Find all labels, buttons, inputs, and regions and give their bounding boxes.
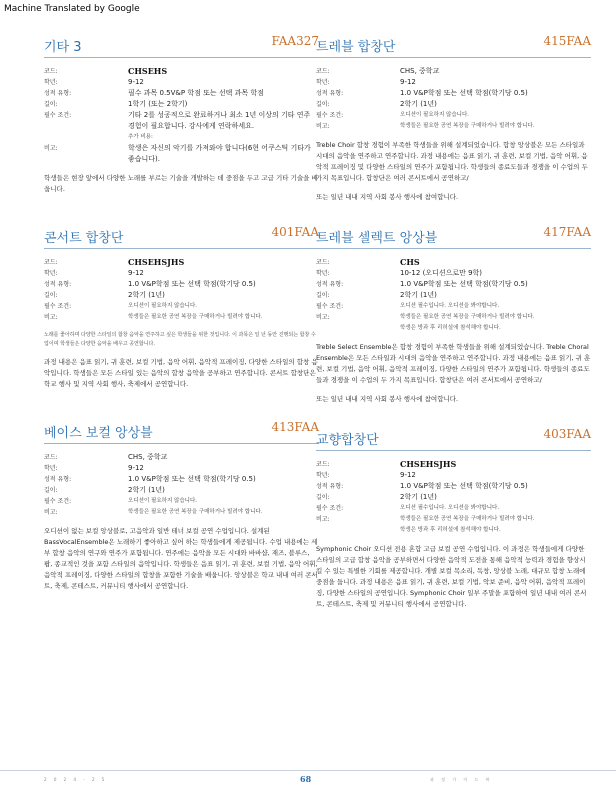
- course-section: [44, 30, 319, 195]
- info-value: 10-12 (오디션으로만 9학): [400, 269, 483, 277]
- info-value: CHS, 중학교: [400, 67, 440, 75]
- info-row: [44, 99, 319, 110]
- info-value: 필수 과목 0.5V&P 학점 또는 선택 과목 학점: [128, 89, 264, 97]
- course-info-table: [44, 257, 319, 323]
- translation-banner-text: Machine Translated by Google: [4, 4, 140, 14]
- info-label: 성적 유형:: [44, 90, 72, 97]
- info-value: 9-12: [128, 269, 144, 277]
- info-label: 학년:: [316, 79, 330, 86]
- info-row: [316, 459, 591, 470]
- info-row: [44, 143, 319, 165]
- info-row: [316, 268, 591, 279]
- course-section: [316, 221, 591, 405]
- section-title: 콘서트 합창단: [44, 231, 124, 246]
- info-row: [316, 514, 591, 525]
- info-label: 코드:: [44, 68, 58, 75]
- section-header: [44, 221, 319, 249]
- course-description: 또는 일년 내내 지역 사회 봉사 행사에 참여합니다.: [316, 395, 459, 403]
- info-label: 필수 조건:: [44, 498, 72, 505]
- info-label: 학년:: [44, 270, 58, 277]
- info-value: 오디션이 필요하지 않습니다.: [128, 498, 198, 504]
- section-header: [316, 221, 591, 249]
- info-value: 학생들은 필요한 공연 복장을 구매하거나 빌려야 합니다.: [128, 509, 263, 515]
- info-row: [316, 88, 591, 99]
- left-column: [44, 30, 319, 592]
- info-row: [316, 481, 591, 492]
- course-section: [44, 416, 319, 592]
- page-number: 68: [300, 774, 312, 784]
- course-code: 415FAA: [543, 34, 591, 48]
- info-label: 비고:: [44, 509, 58, 516]
- course-description: 오디션이 없는 보컬 앙상블로, 고음악과 일반 테너 보컬 공연 수업입니다. 설계된 BassVocalEnsemble은 노래하기 좋아하고 싶어 하는 학생들에게 제공됩니다. 수업 내용에는 세부 합창 음악의 연구와 연주가 포함됩니다. 연주에는 음악을 모든 시대와 바바샵, 재즈, 블루스, 팝, 종교적인 것을 포함 스타일의 음악입니다. 학생들은 음표 읽기, 귀 훈련, 보컬 기법, 음악 어휘, 음악적 프레이징, 다양한 스타일의 합창을 포함한 기술을 배웁니다. 앙상블은 학교 내내 여러 콘서트, 축제, 콘테스트, 커뮤니티 행사에서 공연합니다.: [44, 527, 318, 590]
- info-label: 성적 유형:: [316, 281, 344, 288]
- course-info-table: [44, 452, 319, 518]
- info-row: [44, 279, 319, 290]
- right-column: [316, 30, 591, 610]
- course-info-table: [316, 459, 591, 536]
- info-row: [316, 77, 591, 88]
- info-row: [316, 312, 591, 323]
- info-row: [316, 301, 591, 312]
- info-label: 성적 유형:: [44, 476, 72, 483]
- info-value: 1.0 V&P학점 또는 선택 학점(학기당 0.5): [400, 89, 528, 97]
- info-value: 2학기 (1년): [400, 493, 437, 501]
- course-code: 413FAA: [271, 420, 319, 434]
- section-title: 기타 3: [44, 40, 82, 55]
- header-rule: [44, 443, 319, 444]
- info-value: 9-12: [128, 464, 144, 472]
- translation-banner: [0, 0, 616, 18]
- info-label: 비고:: [44, 314, 58, 321]
- info-label: 필수 조건:: [44, 303, 72, 310]
- info-label: 필수 조건:: [316, 303, 344, 310]
- info-label: 필수 조건:: [316, 505, 344, 512]
- section-header: [316, 423, 591, 451]
- course-code: 417FAA: [543, 225, 591, 239]
- info-value: CHS, 중학교: [128, 453, 168, 461]
- course-section: [316, 423, 591, 610]
- info-label: 코드:: [44, 259, 58, 266]
- info-row: [44, 88, 319, 99]
- info-value: CHSEHSJHS: [400, 459, 457, 469]
- info-label: 코드:: [316, 259, 330, 266]
- info-label: 성적 유형:: [316, 483, 344, 490]
- info-row: [316, 110, 591, 121]
- info-label: 비고:: [316, 516, 330, 523]
- info-label: 코드:: [44, 454, 58, 461]
- info-row: [44, 485, 319, 496]
- info-row: [44, 507, 319, 518]
- header-rule: [316, 57, 591, 58]
- info-value: 2학기 (1년): [128, 291, 165, 299]
- info-row: [44, 474, 319, 485]
- course-description: 또는 일년 내내 지역 사회 봉사 행사에 참여합니다.: [316, 193, 459, 201]
- info-value: CHS: [400, 257, 420, 267]
- info-value: 학생들은 필요한 공연 복장을 구매하거나 빌려야 합니다.: [400, 314, 535, 320]
- info-row: [316, 66, 591, 77]
- info-row: [316, 503, 591, 514]
- info-row: [316, 257, 591, 268]
- info-label: 비고:: [316, 314, 330, 321]
- info-value: 오디션 필수입니다. 오디션을 봐야합니다.: [400, 505, 500, 511]
- info-value: 학생은 방과 후 리허설에 참석해야 합니다.: [400, 527, 501, 533]
- info-value: 9-12: [400, 471, 416, 479]
- info-label: 길이:: [316, 292, 330, 299]
- section-title: 트레블 합창단: [316, 40, 396, 55]
- course-description: Treble Choir 합창 경험이 부족한 학생들을 위해 설계되었습니다. 합창 앙상블은 모든 스타일과 시대의 음악을 연주하고 연주합니다. 과정 내용에는 음표 읽기, 귀 훈련, 보컬 기법, 음악 어휘, 음악적 프레이징 및 다양한 스타일의 연주가 포함됩니다. 학생들의 종료도들과 경쟁을 이 수업의 두 가지 목표입니다. 합창단은 여러 콘서트에서 공연하고/: [316, 141, 588, 182]
- course-description: Treble Select Ensemble은 합창 경험이 부족한 학생들을 위해 설계되었습니다. Treble Choral Ensemble은 모든 스타일과 시대의 음악을 연주하고 연주합니다. 과정 내용에는 음표 읽기, 귀 훈련, 보컬 기법, 음악 어휘, 음악적 프레이징, 다양한 스타일의 연주가 포함됩니다. 학생들의 종료도들과 경쟁을 이 수업의 두 가지 목표입니다. 합창단은 여러 콘서트에서 공연하고/: [316, 343, 591, 384]
- info-row: [316, 99, 591, 110]
- info-label: 코드:: [316, 461, 330, 468]
- info-value: 2학기 (1년): [400, 291, 437, 299]
- course-info-table: [316, 66, 591, 132]
- info-row: [316, 121, 591, 132]
- info-row: [44, 257, 319, 268]
- info-label: 학년:: [44, 465, 58, 472]
- info-label: 코드:: [316, 68, 330, 75]
- info-row: [44, 312, 319, 323]
- course-info-table: [316, 257, 591, 334]
- course-code: FAA327: [271, 34, 319, 48]
- info-row: [44, 77, 319, 88]
- info-value: 기타 2를 성공적으로 완료하거나 최소 1년 이상의 기타 연주 경험이 필요합니다. 강사에게 연락하세요.: [128, 111, 311, 130]
- course-info-table: [44, 66, 319, 165]
- header-rule: [316, 450, 591, 451]
- info-value: 학생들은 필요한 공연 복장을 구매하거나 빌려야 합니다.: [400, 516, 535, 522]
- info-value: 1.0 V&P학점 또는 선택 학점(학기당 0.5): [128, 280, 256, 288]
- info-value: 9-12: [400, 78, 416, 86]
- info-row: [316, 279, 591, 290]
- info-label: 성적 유형:: [316, 90, 344, 97]
- info-row: [316, 525, 591, 536]
- info-row: [44, 132, 319, 143]
- info-label: 학년:: [316, 270, 330, 277]
- info-value: 오디션이 필요하지 않습니다.: [400, 112, 470, 118]
- info-value: CHSEHSJHS: [128, 257, 185, 267]
- info-label: 길이:: [44, 101, 58, 108]
- info-value: 학생들은 필요한 공연 복장을 구매하거나 빌려야 합니다.: [400, 123, 535, 129]
- info-value: 오디션 필수입니다. 오디션을 봐야합니다.: [400, 303, 500, 309]
- info-label: 학년:: [316, 472, 330, 479]
- info-value: 오디션이 필요하지 않습니다.: [128, 303, 198, 309]
- info-value: 추가 비용:: [128, 134, 153, 140]
- course-section: [316, 30, 591, 203]
- info-value: 1학기 (또는 2학기): [128, 100, 188, 108]
- info-row: [44, 301, 319, 312]
- info-row: [316, 323, 591, 334]
- info-row: [44, 110, 319, 132]
- info-value: 2학기 (1년): [400, 100, 437, 108]
- info-row: [316, 290, 591, 301]
- header-rule: [44, 248, 319, 249]
- info-row: [44, 463, 319, 474]
- footer-right-text: 과 정 가 이 드 북: [430, 777, 493, 782]
- info-value: 9-12: [128, 78, 144, 86]
- section-header: [44, 416, 319, 444]
- info-row: [44, 496, 319, 507]
- info-value: 1.0 V&P학점 또는 선택 학점(학기당 0.5): [128, 475, 256, 483]
- course-description: 학생들은 현장 앞에서 다양한 노래를 부르는 기술을 개발하는 데 중점을 두고 고급 기타 기술을 배웁니다.: [44, 174, 318, 193]
- info-value: 1.0 V&P학점 또는 선택 학점(학기당 0.5): [400, 482, 528, 490]
- course-description: Symphonic Choir 오디션 전용 혼합 고급 보컬 공연 수업입니다. 이 과정은 학생들에게 다양한 스타일의 고급 합창 음악을 공부하면서 다양한 음악적 도전을 통해 음악적 능력과 경험을 향상시킬 수 있는 특별한 기회를 제공합니다. 개별 보컬 목소리, 독창, 앙상블 노래, 대규모 합창 노래에 중점을 둡니다. 과정 내용은 음표 읽기, 귀 훈련, 보컬 기법, 악보 준비, 음악 어휘, 음악적 프레이징, 다양한 스타일의 공연입니다. Symphonic Choir 일부 주말을 포함하여 일년 내내 여러 콘서트, 콘테스트, 축제 및 커뮤니티 행사에서 공연합니다.: [316, 545, 587, 608]
- info-row: [44, 268, 319, 279]
- section-header: [44, 30, 319, 58]
- header-rule: [316, 248, 591, 249]
- info-label: 학년:: [44, 79, 58, 86]
- info-label: 길이:: [316, 494, 330, 501]
- course-code: 401FAA: [271, 225, 319, 239]
- section-header: [316, 30, 591, 58]
- info-value: 학생은 자신의 악기를 가져와야 합니다(6현 어쿠스틱 기타가 좋습니다).: [128, 144, 311, 163]
- info-value: 학생들은 필요한 공연 복장을 구매하거나 빌려야 합니다.: [128, 314, 263, 320]
- info-row: [44, 452, 319, 463]
- page-footer: [0, 770, 616, 791]
- info-value: 2학기 (1년): [128, 486, 165, 494]
- info-label: 길이:: [316, 101, 330, 108]
- info-value: CHSEHS: [128, 66, 168, 76]
- course-code: 403FAA: [543, 427, 591, 441]
- info-label: 비고:: [316, 123, 330, 130]
- info-row: [44, 66, 319, 77]
- course-section: [44, 221, 319, 390]
- info-value: 학생은 방과 후 리허설에 참석해야 합니다.: [400, 325, 501, 331]
- section-title: 베이스 보컬 앙상블: [44, 426, 153, 441]
- course-description: 노래를 좋아하며 다양한 스타일의 합창 음악을 연주하고 싶은 학생들을 위한 것입니다. 이 과목은 일 년 동안 진행되는 합창 수업이며 학생들은 다양한 음악을 배우고 공연합니다.: [44, 332, 316, 347]
- course-description: 과정 내용은 음표 읽기, 귀 훈련, 보컬 기법, 음악 어휘, 음악적 프레이징, 다양한 스타일의 합창 음악입니다. 학생들은 모든 스타일 있는 음악의 합창 음악을 공부하고 연주합니다. 콘서트 합창단은 학교 행사 및 지역 사회 행사, 축제에서 공연합니다.: [44, 358, 318, 388]
- info-label: 필수 조건:: [44, 112, 72, 119]
- info-value: 1.0 V&P학점 또는 선택 학점(학기당 0.5): [400, 280, 528, 288]
- section-title: 트레블 셀렉트 앙상블: [316, 231, 438, 246]
- info-label: 성적 유형:: [44, 281, 72, 288]
- info-row: [316, 492, 591, 503]
- info-label: 비고:: [44, 145, 58, 152]
- section-title: 교향합창단: [316, 433, 379, 448]
- info-row: [44, 290, 319, 301]
- info-row: [316, 470, 591, 481]
- info-label: 길이:: [44, 487, 58, 494]
- header-rule: [44, 57, 319, 58]
- info-label: 길이:: [44, 292, 58, 299]
- footer-left-text: 2 0 2 4 - 2 5: [44, 777, 108, 782]
- info-label: 필수 조건:: [316, 112, 344, 119]
